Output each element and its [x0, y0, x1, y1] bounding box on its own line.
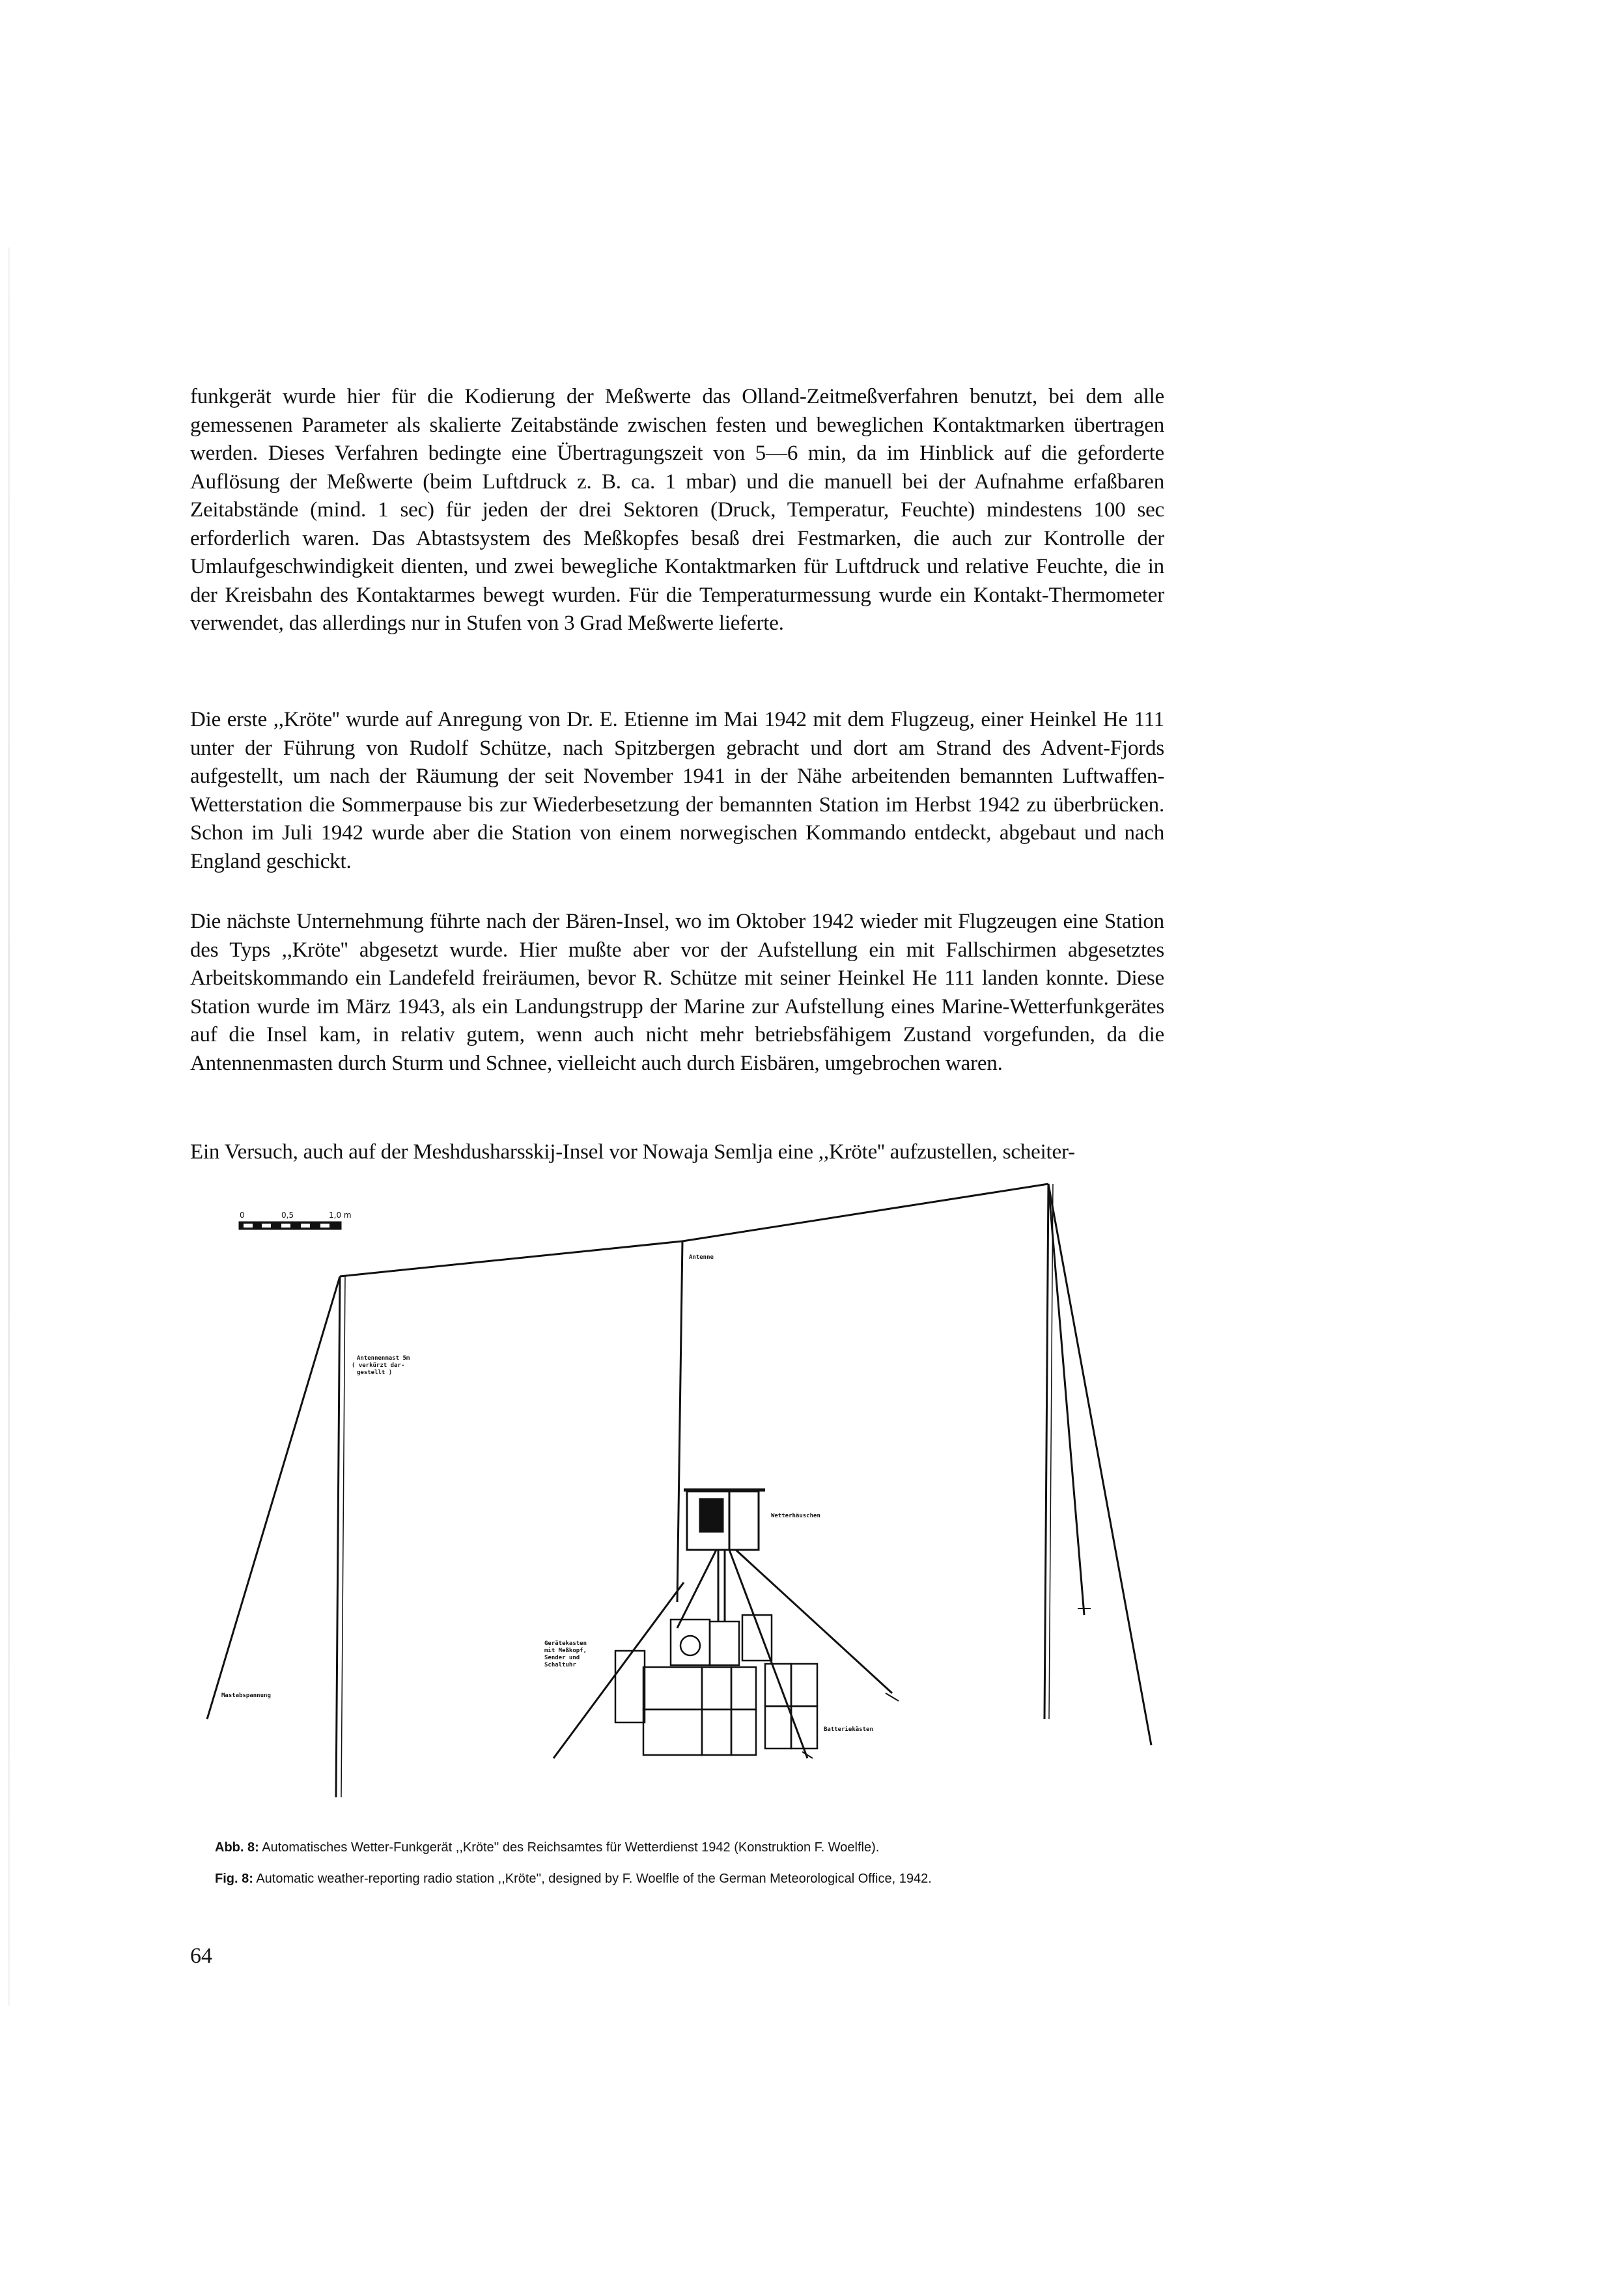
label-device-box-2: mit Meßkopf,	[544, 1648, 587, 1654]
paragraph-3	[190, 908, 1164, 1078]
paragraph-2	[190, 706, 1164, 876]
antenna-lead	[677, 1241, 682, 1602]
paragraph-text: Die erste ,,Kröte'' wurde auf Anregung von Dr. E. Etienne im Mai 1942 mit dem Flugzeug, einer Heinkel He 111 unter der Führung von Rudolf Schütze, nach Spitzbergen gebracht und dort am Strand des Advent-Fjords aufgestellt, um nach der Räumung der seit November 1941 in der Nähe arbeitenden bemannten Luftwaffen-Wetterstation die Sommerpause bis zur Wiederbesetzung der bemannten Station im Herbst 1942 zu überbrücken. Schon im Juli 1942 wurde aber die Station von einem norwegischen Kommando entdeckt, abgebaut und nach England geschickt.	[190, 708, 1164, 873]
caption-german-number: Abb. 8:	[215, 1840, 259, 1855]
left-mast	[336, 1276, 340, 1797]
label-device-box-4: Schaltuhr	[544, 1662, 576, 1668]
caption-english	[215, 1872, 932, 1887]
page-number: 64	[190, 1944, 212, 1968]
label-mast-3: gestellt )	[357, 1369, 393, 1376]
label-antenna: Antenne	[689, 1254, 714, 1261]
scale-tick-0: 0	[240, 1211, 245, 1220]
right-guy-wire-2	[1048, 1184, 1151, 1745]
paragraph-1	[190, 383, 1164, 638]
paragraph-4	[190, 1138, 1164, 1167]
scale-tick-0-5: 0,5	[281, 1211, 294, 1220]
paragraph-text: Die nächste Unternehmung führte nach der Bären-Insel, wo im Oktober 1942 wieder mit Flugzeugen eine Station des Typs ,,Kröte'' abgesetzt wurde. Hier mußte aber vor der Aufstellung ein mit Fallschirmen abgesetztes Arbeitskommando ein Landefeld freiräumen, bevor R. Schütze mit seiner Heinkel He 111 landen konnte. Diese Station wurde im März 1943, als ein Landungstrupp der Marine zur Aufstellung eines Marine-Wetterfunkgerätes auf die Insel kam, in relativ gutem, wenn auch nicht mehr betriebsfähigem Zustand vorgefunden, da die Antennenmasten durch Sturm und Schnee, vielleicht auch durch Eisbären, umgebrochen waren.	[190, 910, 1164, 1075]
battery-and-device-boxes	[615, 1615, 817, 1755]
station-drawing	[189, 1179, 1179, 1817]
right-guy-wire-1	[1048, 1184, 1084, 1615]
caption-english-text: Automatic weather-reporting radio station ,,Kröte'', designed by F. Woelfle of the German Meteorological Office, 1942.	[253, 1872, 932, 1886]
paragraph-text: funkgerät wurde hier für die Kodierung der Meßwerte das Olland-Zeitmeßverfahren benutzt, bei dem alle gemessenen Parameter als skalierte Zeitabstände zwischen festen und beweglichen Kontaktmarken übertragen werden. Dieses Verfahren bedingte eine Übertragungszeit von 5—6 min, da im Hinblick auf die geforderte Auflösung der Meßwerte (beim Luftdruck z. B. ca. 1 mbar) und die manuell bei der Aufnahme erfaßbaren Zeitabstände (mind. 1 sec) für jeden der drei Sektoren (Druck, Temperatur, Feuchte) mindestens 100 sec erforderlich waren. Das Abtastsystem des Meßkopfes besaß drei Festmarken, die auch zur Kontrolle der Umlaufgeschwindigkeit dienten, und zwei bewegliche Kontaktmarken für Luftdruck und relative Feuchte, die in der Kreisbahn des Kontaktarmes bewegt wurden. Für die Temperaturmessung wurde ein Kontakt-Thermometer verwendet, das allerdings nur in Stufen von 3 Grad Meßwerte lieferte.	[190, 385, 1164, 635]
label-device-box: Gerätekasten	[544, 1640, 587, 1647]
caption-german	[215, 1840, 879, 1855]
paragraph-text: Ein Versuch, auch auf der Meshdusharsskij-Insel vor Nowaja Semlja eine ,,Kröte'' aufzustellen, scheiter-	[190, 1140, 1075, 1164]
label-mast-2: ( verkürzt dar-	[352, 1362, 405, 1369]
label-battery-boxes: Batteriekästen	[824, 1726, 873, 1733]
figure-weather-station-diagram	[189, 1179, 1179, 1817]
label-mast: Antennenmast 5m	[357, 1355, 410, 1362]
caption-english-number: Fig. 8:	[215, 1872, 253, 1886]
label-guy-wire: Mastabspannung	[221, 1692, 271, 1699]
scale-tick-1-0: 1,0 m	[329, 1211, 352, 1220]
left-guy-wire	[207, 1276, 340, 1719]
scale-bar	[240, 1222, 341, 1229]
scan-page-edge	[8, 247, 10, 2006]
weather-shelter	[684, 1490, 765, 1550]
antenna-wire	[340, 1184, 1048, 1276]
label-device-box-3: Sender und	[544, 1655, 580, 1661]
label-shelter: Wetterhäuschen	[771, 1513, 820, 1519]
right-mast	[1044, 1184, 1048, 1719]
caption-german-text: Automatisches Wetter-Funkgerät ,,Kröte'' des Reichsamtes für Wetterdienst 1942 (Konstruktion F. Woelfle).	[259, 1840, 880, 1855]
